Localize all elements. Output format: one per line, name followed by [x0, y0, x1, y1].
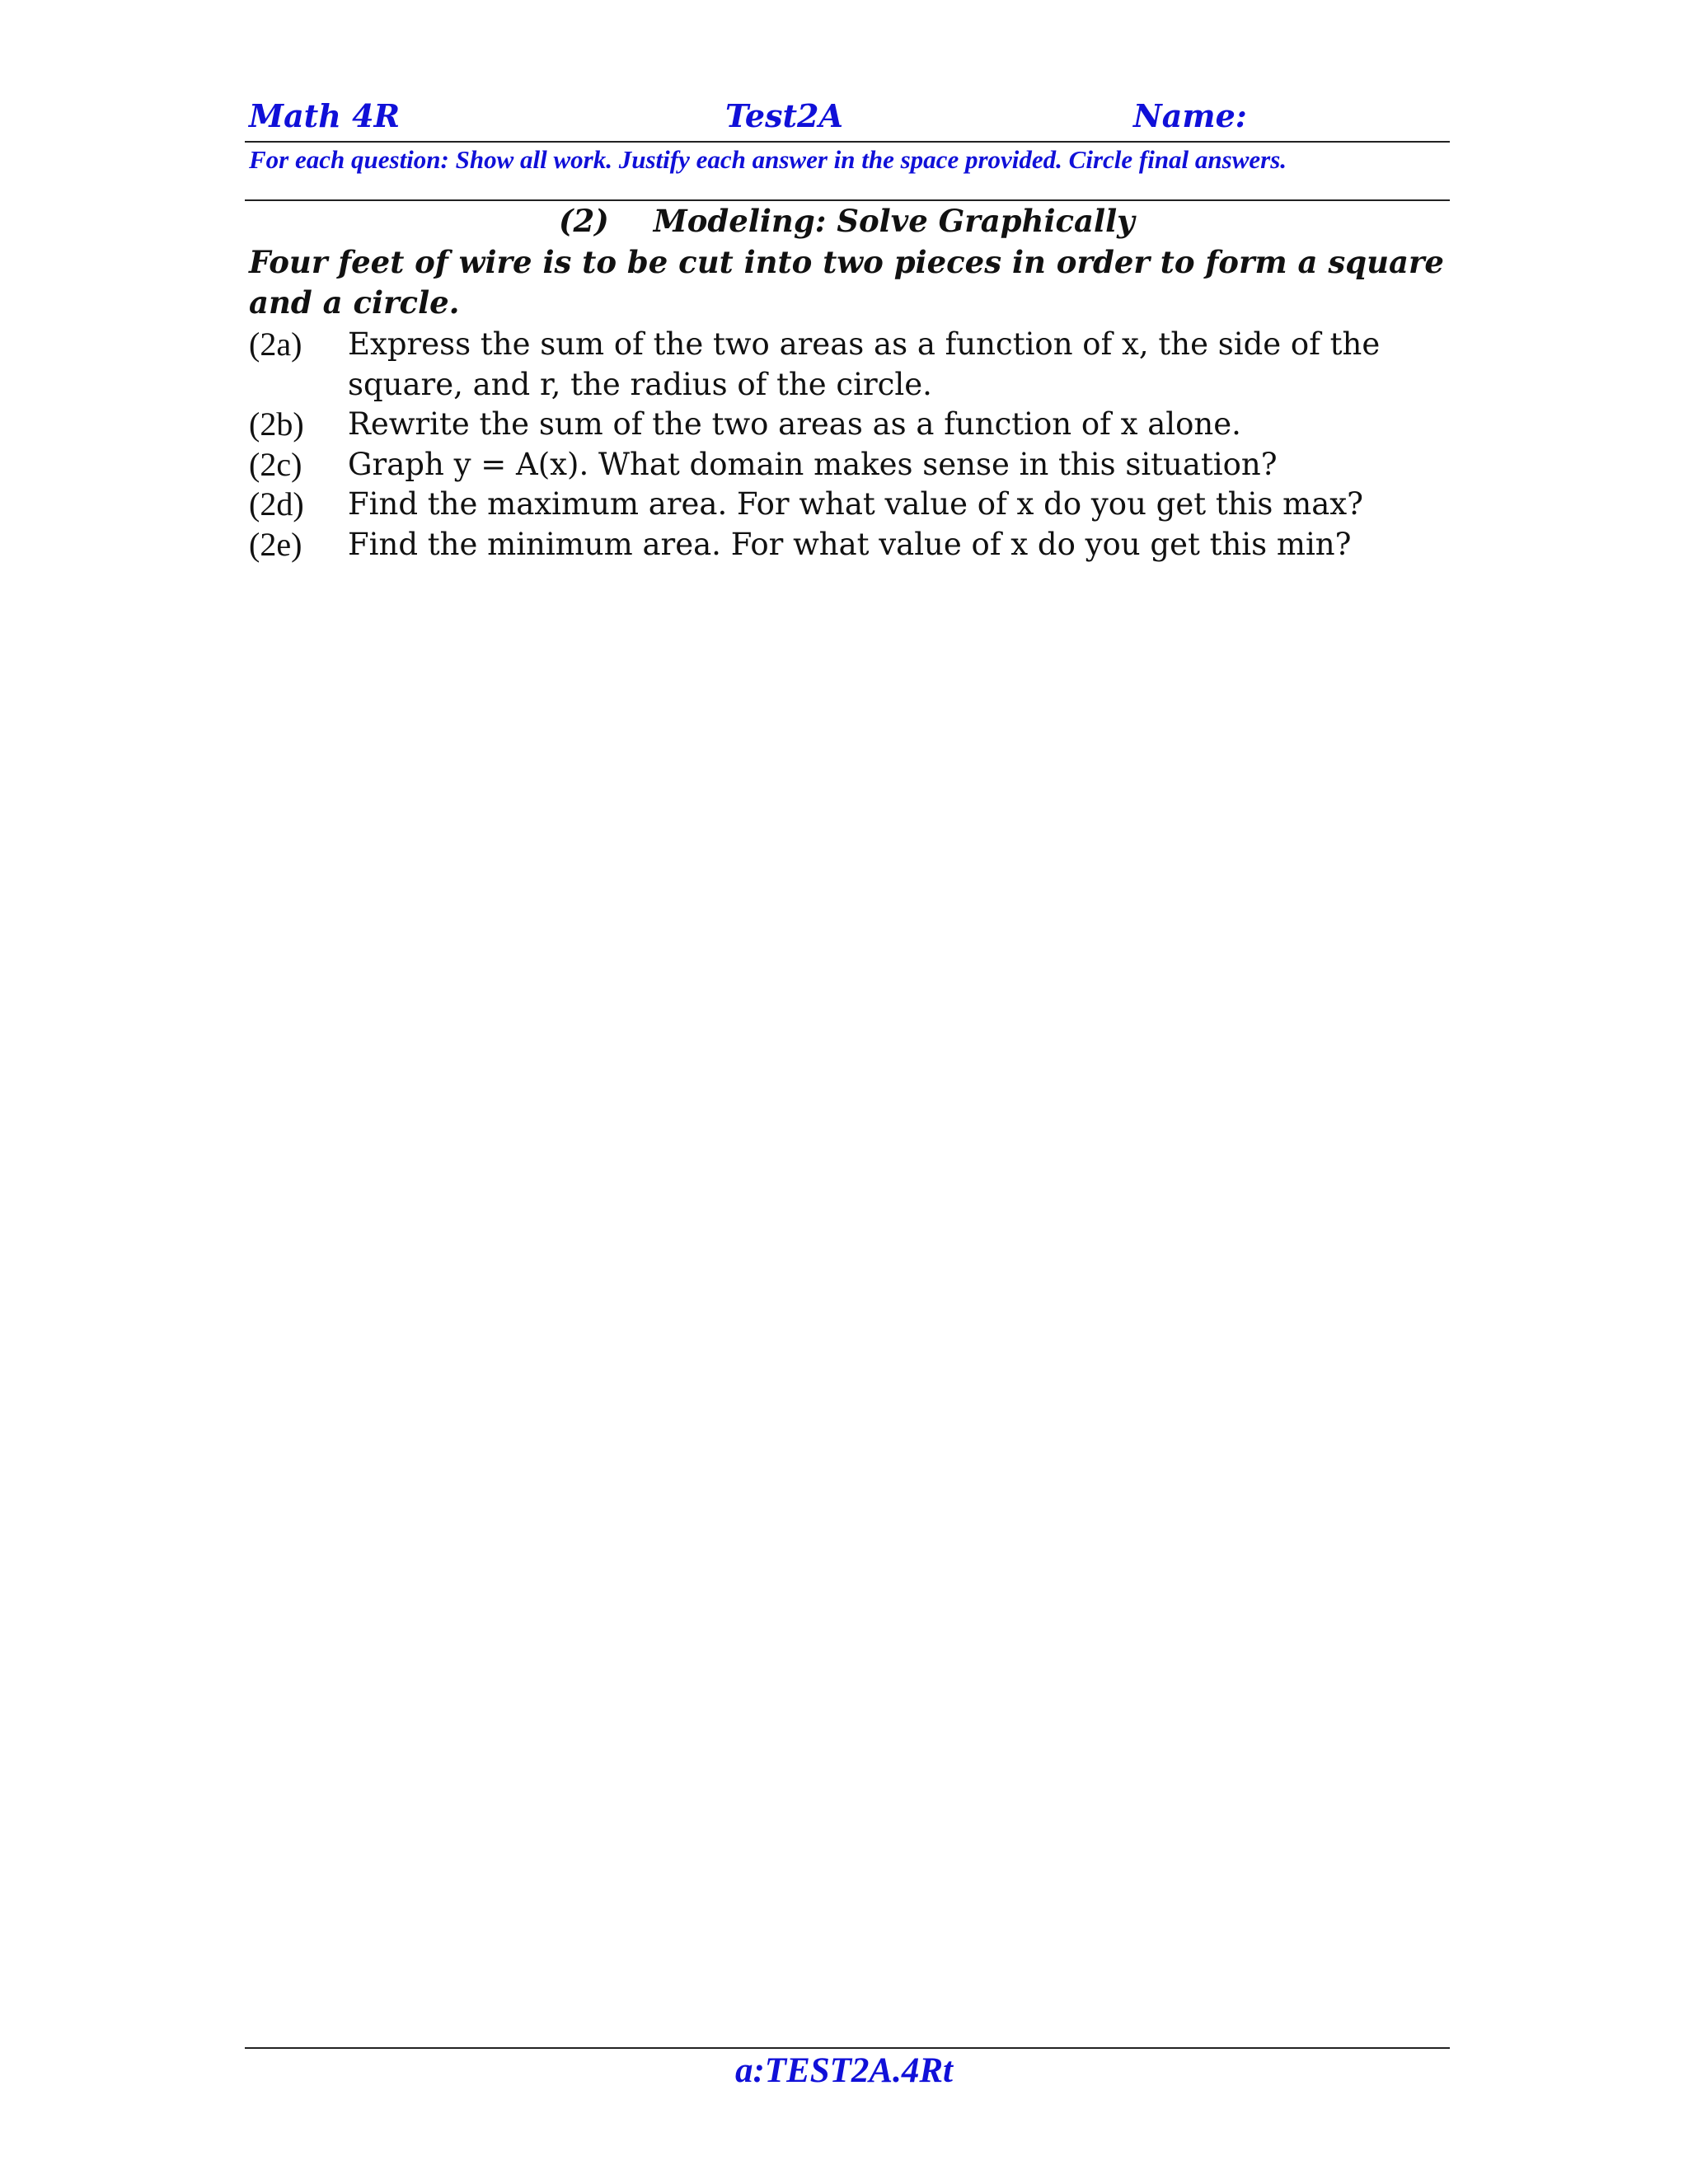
part-text: Rewrite the sum of the two areas as a function of x alone. [348, 406, 1241, 442]
course-title: Math 4R [249, 97, 401, 134]
instructions-divider [245, 199, 1450, 201]
part-label: (2e) [249, 525, 302, 563]
part-text: Graph y = A(x). What domain makes sense in this situation? [348, 446, 1278, 482]
question-parts [249, 325, 1452, 565]
page-header [247, 97, 1451, 140]
part-label: (2a) [249, 326, 302, 363]
section-number: (2) [559, 203, 609, 239]
test-title: Test2A [725, 97, 843, 134]
question-part [249, 445, 1452, 485]
part-label: (2b) [249, 405, 304, 443]
instructions: For each question: Show all work. Justify each answer in the space provided. Circle final answers. [249, 145, 1287, 174]
question-part [249, 405, 1452, 445]
header-divider [245, 141, 1450, 143]
footer-divider [245, 2047, 1450, 2049]
part-label: (2c) [249, 445, 302, 483]
section-title: Modeling: Solve Graphically [653, 203, 1135, 239]
question-part [249, 325, 1452, 405]
part-label: (2d) [249, 485, 304, 523]
part-text: Find the maximum area. For what value of x do you get this max? [348, 486, 1364, 522]
footer-filename: a:TEST2A.4Rt [734, 2051, 953, 2090]
question-part [249, 485, 1452, 525]
part-text: Express the sum of the two areas as a function of x, the side of the square, and r, the radius of the circle. [348, 326, 1381, 402]
question-part [249, 525, 1452, 565]
problem-statement: Four feet of wire is to be cut into two pieces in order to form a square and a circle. [249, 244, 1444, 321]
part-text: Find the minimum area. For what value of x do you get this min? [348, 526, 1352, 562]
name-label: Name: [1133, 97, 1247, 134]
section-heading [559, 203, 1135, 239]
